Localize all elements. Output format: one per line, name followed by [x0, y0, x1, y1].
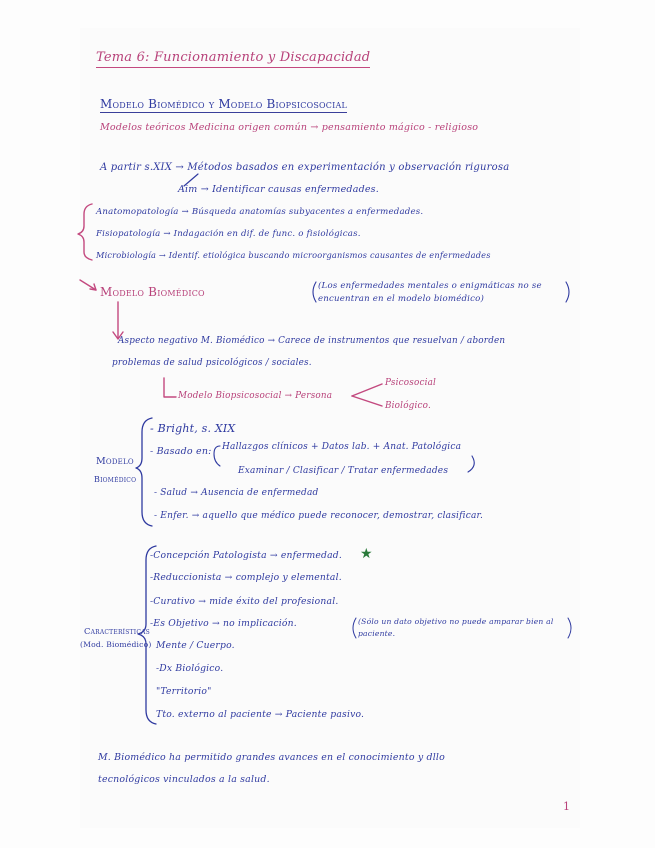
arrow-icon — [184, 174, 198, 186]
branch-label: Psicosocial — [385, 378, 437, 388]
brace-icon — [78, 204, 92, 260]
list-item: - Basado en: — [150, 446, 212, 457]
side-note: (Los enfermedades mentales o enigmáticas no se encuentran en el modelo biomédico) — [318, 281, 542, 304]
text-line: Modelo Biopsicosocial → Persona — [178, 391, 333, 401]
arrow-icon — [352, 384, 382, 396]
page-title: Tema 6: Funcionamiento y Discapacidad — [96, 50, 370, 68]
text-line: Aim → Identificar causas enfermedades. — [178, 184, 379, 195]
block-label: (Mod. Biomédico) — [80, 640, 152, 649]
text-line: Aspecto negativo M. Biomédico → Carece de instrumentos que resuelvan / aborden — [118, 336, 506, 346]
conclusion-line: M. Biomédico ha permitido grandes avances en el conocimiento y dllo — [98, 752, 445, 763]
arrow-icon — [468, 456, 474, 472]
list-item: -Curativo → mide éxito del profesional. — [150, 596, 339, 607]
paren-icon — [313, 282, 316, 302]
side-note: (Sólo un dato objetivo no puede amparar bien al paciente. — [358, 617, 554, 638]
list-item: Tto. externo al paciente → Paciente pasivo. — [156, 709, 365, 720]
block-label: Biomédico — [94, 475, 137, 484]
section-heading-models: Modelo Biomédico y Modelo Biopsicosocial — [100, 97, 347, 111]
arrow-icon — [164, 378, 176, 397]
star-icon: ★ — [360, 546, 373, 562]
conclusion-line: tecnológicos vinculados a la salud. — [98, 774, 270, 785]
text-line: Modelos teóricos Medicina origen común → pensamiento mágico - religioso — [100, 122, 479, 133]
list-item: -Es Objetivo → no implicación. — [150, 618, 297, 629]
block-label: Modelo — [96, 456, 134, 467]
list-item: Mente / Cuerpo. — [156, 640, 235, 651]
branch-label: Biológico. — [385, 401, 431, 411]
list-item: - Enfer. → aquello que médico puede reconocer, demostrar, clasificar. — [154, 511, 484, 521]
list-item: Microbiología → Identif. etiológica buscando microorganismos causantes de enfermedades — [96, 250, 491, 260]
text-line: A partir s.XIX → Métodos basados en experimentación y observación rigurosa — [100, 162, 510, 173]
list-item: "Territorio" — [156, 686, 212, 697]
list-item: Fisiopatología → Indagación en dif. de func. o fisiológicas. — [96, 229, 361, 239]
list-item: -Reduccionista → complejo y elemental. — [150, 572, 342, 583]
list-item: Anatomopatología → Búsqueda anatomías subyacentes a enfermedades. — [96, 207, 424, 217]
list-item: Examinar / Clasificar / Tratar enfermedades — [238, 466, 449, 476]
list-item: - Salud → Ausencia de enfermedad — [154, 488, 319, 498]
list-item: Hallazgos clínicos + Datos lab. + Anat. Patológica — [222, 442, 462, 452]
list-item: -Concepción Patologista → enfermedad. — [150, 550, 342, 561]
list-item: - Bright, s. XIX — [150, 422, 236, 435]
brace-icon — [138, 546, 156, 724]
block-label: Características — [84, 626, 150, 636]
text-line: problemas de salud psicológicos / sociales. — [112, 358, 312, 368]
arrow-icon — [352, 396, 382, 406]
list-item: -Dx Biológico. — [156, 663, 224, 674]
brace-icon — [136, 418, 152, 526]
page-number: 1 — [563, 800, 571, 813]
section-heading-biomedical: Modelo Biomédico — [100, 285, 205, 299]
paren-icon — [566, 282, 569, 302]
